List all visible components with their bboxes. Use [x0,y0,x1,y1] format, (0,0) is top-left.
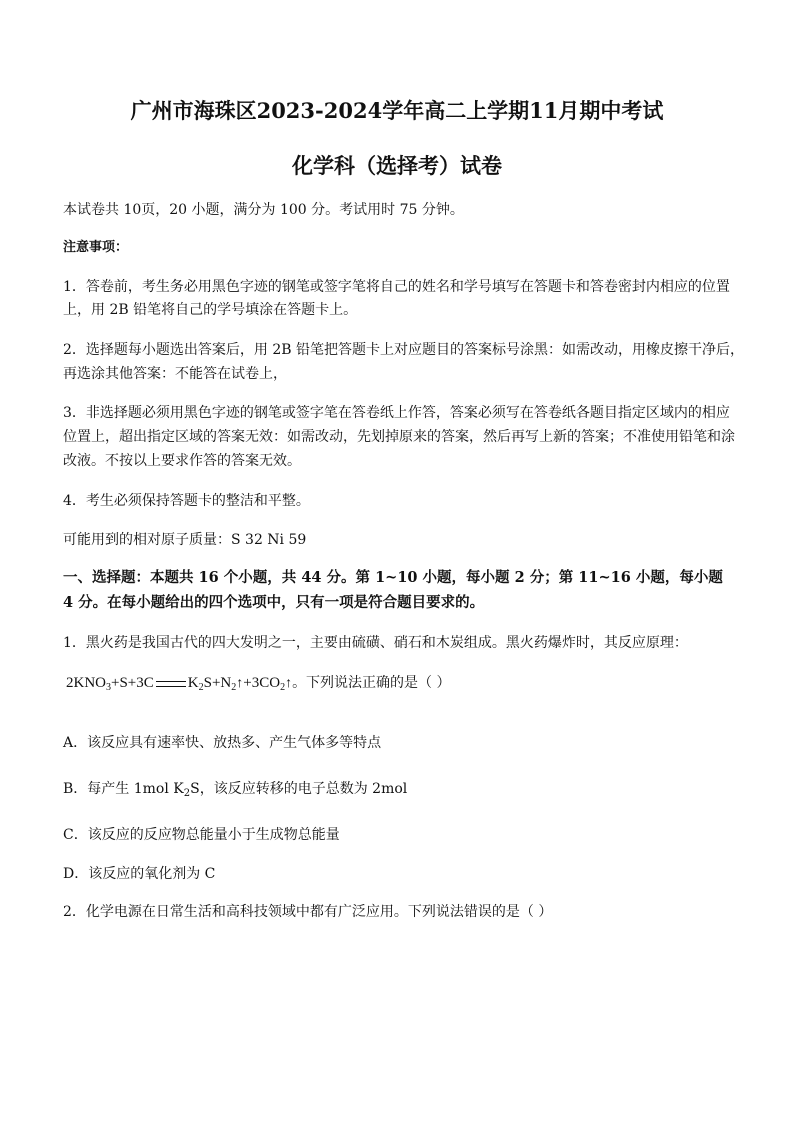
note-2-line-2: 再选涂其他答案：不能答在试卷上， [63,366,287,382]
atomic-mass-info: 可能用到的相对原子质量：S 32 Ni 59 [63,532,307,548]
note-3-line-2: 位置上，超出指定区域的答案无效：如需改动，先划掉原来的答案，然后再写上新的答案；不准使用铅笔和涂 [63,429,735,445]
note-1-line-2: 上，用 2B 铅笔将自己的学号填涂在答题卡上。 [63,302,358,318]
eq-sub: 2 [280,682,286,693]
eq-reactants-rest: +S+3C [111,675,154,691]
equals-sign-icon [156,681,186,687]
question-1-option-d: D．该反应的氧化剂为 C [63,866,216,882]
note-2-line-1: 2．选择题每小题选出答案后，用 2B 铅笔把答题卡上对应题目的答案标号涂黑：如需改动，用橡皮擦干净后， [63,342,745,358]
question-1-option-b [63,778,407,805]
notes-heading: 注意事项： [63,240,129,255]
note-1-line-1: 1．答卷前，考生务必用黑色字迹的钢笔或签字笔将自己的姓名和学号填写在答题卡和答卷密封内相应的位置 [63,279,730,295]
question-2-stem: 2．化学电源在日常生活和高科技领域中都有广泛应用。下列说法错误的是（ ） [63,904,553,920]
eq-sub: 2 [231,682,237,693]
eq-product-k: K [187,675,199,691]
gas-arrow-icon: ↑ [285,676,293,691]
section-1-instructions-line-1: 一、选择题：本题共 16 个小题，共 44 分。第 1~10 小题，每小题 2 分；第 11~16 小题，每小题 [63,569,723,586]
question-1-option-c: C．该反应的反应物总能量小于生成物总能量 [63,827,340,843]
question-1-prompt: 。下列说法正确的是（ ） [292,675,451,691]
exam-title: 广州市海珠区2023-2024学年高二上学期11月期中考试 [130,98,664,123]
section-1-instructions-line-2: 4 分。在每小题给出的四个选项中，只有一项是符合题目要求的。 [63,594,485,611]
option-b-sub: 2 [183,788,191,799]
option-b-text: B．每产生 1mol K [63,781,184,797]
eq-sub: 3 [106,682,111,693]
option-b-text-rest: S，该反应转移的电子总数为 2mol [190,781,408,797]
eq-sub: 2 [198,682,204,693]
exam-subtitle: 化学科（选择考）试卷 [292,153,502,178]
eq-product-sn: S+N [203,675,232,691]
intro-text: 本试卷共 10页，20 小题，满分为 100 分。考试用时 75 分钟。 [63,202,464,218]
question-1-equation [66,672,451,699]
eq-product-co: +3CO [243,675,281,691]
question-1-option-a: A．该反应具有速率快、放热多、产生气体多等特点 [63,735,382,751]
gas-arrow-icon: ↑ [236,676,244,691]
question-1-stem: 1．黑火药是我国古代的四大发明之一，主要由硫磺、硝石和木炭组成。黑火药爆炸时，其反应原理： [63,635,688,651]
note-3-line-1: 3．非选择题必须用黑色字迹的钢笔或签字笔在答卷纸上作答，答案必须写在答卷纸各题目指定区域内的相应 [63,405,730,421]
note-3-line-3: 改液。不按以上要求作答的答案无效。 [63,453,301,469]
note-4: 4．考生必须保持答题卡的整洁和平整。 [63,493,310,509]
eq-reactant-kno3: 2KNO [66,675,106,691]
